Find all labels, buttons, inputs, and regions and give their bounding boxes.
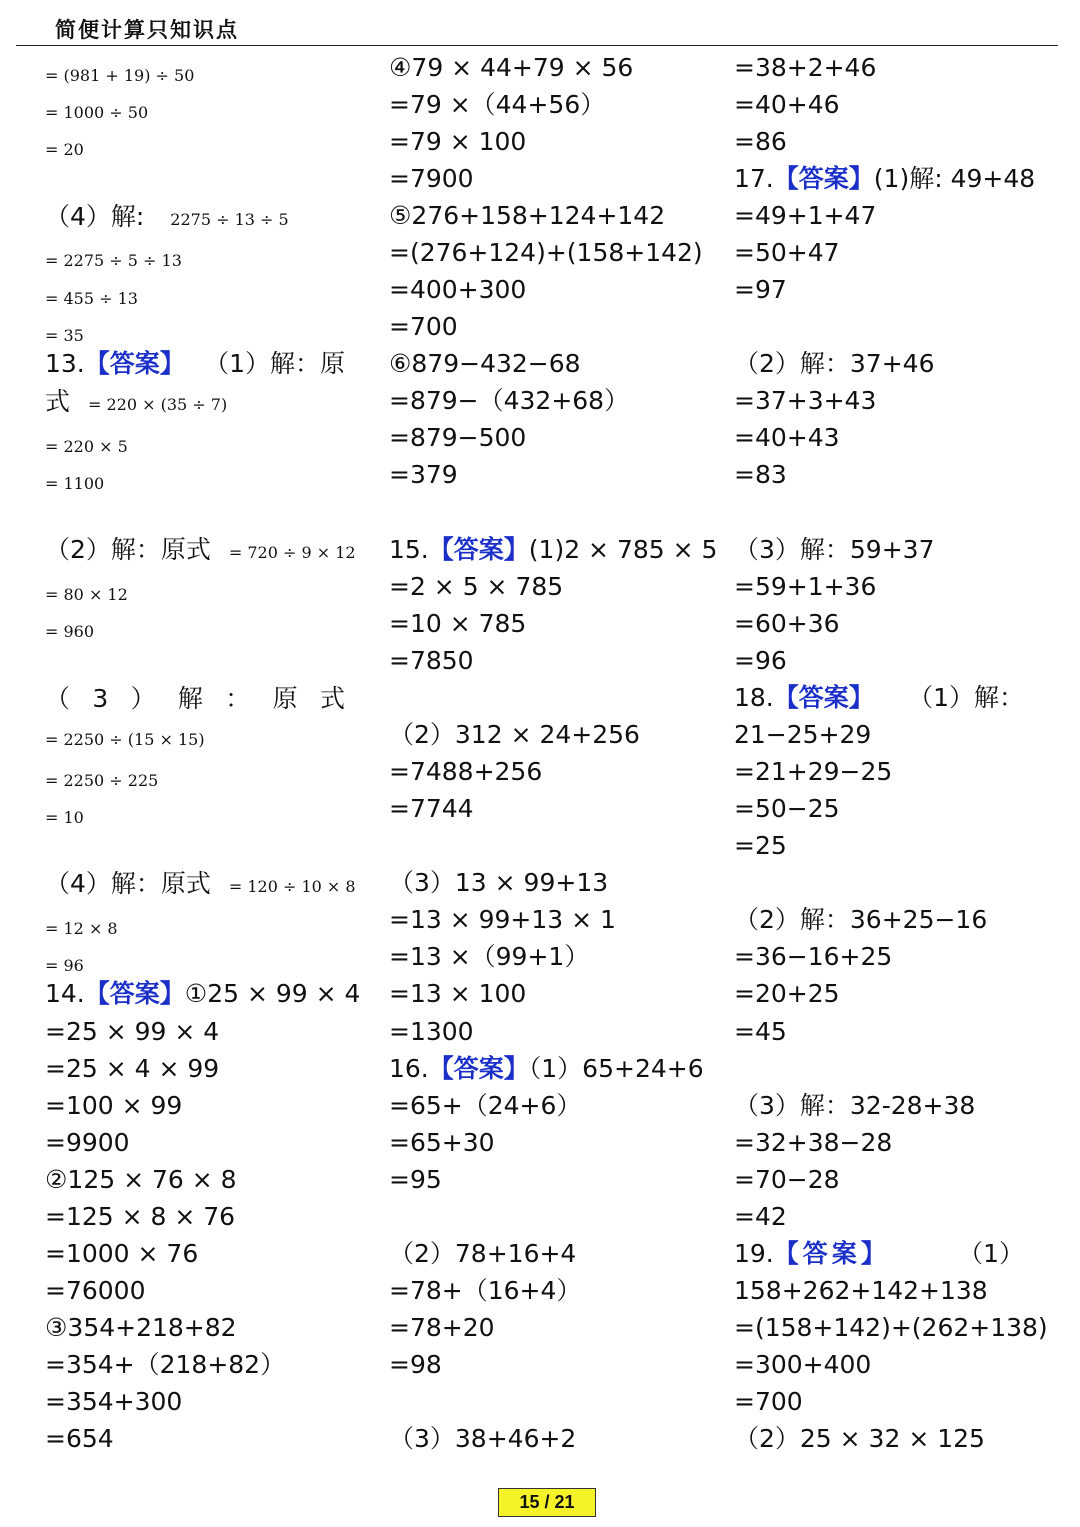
step-line: =13 × 100 (389, 979, 527, 1008)
step-line: =(276+124)+(158+142) (389, 238, 703, 267)
step-line: =60+36 (734, 609, 840, 638)
step-line: =97 (734, 275, 787, 304)
step-line: =1300 (389, 1017, 474, 1046)
label-char: ） (130, 684, 156, 713)
part-label: （2）解：原式 (45, 535, 211, 564)
step-line: =83 (734, 460, 787, 489)
step-line: =13 ×（99+1） (389, 942, 590, 971)
step-line: =700 (389, 312, 458, 341)
step-line: = 1000 ÷ 50 (45, 103, 149, 122)
step-line: =98 (389, 1350, 442, 1379)
step-line: =354+（218+82） (45, 1350, 286, 1379)
step-line: = 455 ÷ 13 (45, 289, 138, 308)
step-line: = 960 (45, 622, 95, 641)
problem-line: （2）78+16+4 (389, 1239, 577, 1268)
step-line: =86 (734, 127, 787, 156)
label-char: （ (45, 684, 71, 713)
problem-line (45, 201, 289, 233)
step-line: =42 (734, 1202, 787, 1231)
problem-line: （3）解：32-28+38 (734, 1091, 976, 1120)
problem-line (45, 683, 345, 715)
step-line: =2 × 5 × 785 (389, 572, 564, 601)
step-line: =654 (45, 1424, 114, 1453)
label-char: ： (225, 684, 251, 713)
step-line: =7850 (389, 646, 474, 675)
problem-line: 21−25+29 (734, 720, 872, 749)
question-number: 14. (45, 979, 85, 1008)
step-line: =65+（24+6） (389, 1091, 582, 1120)
label-char: 解 (177, 684, 203, 713)
step-line: =40+46 (734, 90, 840, 119)
step-line: = 96 (45, 956, 84, 975)
step-line: = 2275 ÷ 5 ÷ 13 (45, 251, 182, 270)
part-label: （1）65+24+6 (528, 1054, 704, 1083)
header-divider (16, 45, 1058, 46)
question-number: 18. (734, 683, 774, 712)
step-line: =1000 × 76 (45, 1239, 199, 1268)
part-label: （4）解: (45, 202, 145, 231)
step-line: =32+38−28 (734, 1128, 893, 1157)
problem-line: 158+262+142+138 (734, 1276, 988, 1305)
step-line: = 35 (45, 326, 84, 345)
step-line: = 12 × 8 (45, 919, 118, 938)
step-line: =78+（16+4） (389, 1276, 582, 1305)
step-line: =50+47 (734, 238, 840, 267)
problem-line (45, 386, 227, 418)
problem-line: （2）25 × 32 × 125 (734, 1424, 985, 1453)
step-line: =10 × 785 (389, 609, 527, 638)
problem-line: ⑤276+158+124+142 (389, 201, 666, 230)
expression: 2275 ÷ 13 ÷ 5 (170, 210, 289, 229)
step-line: =50−25 (734, 794, 840, 823)
step-line: =9900 (45, 1128, 130, 1157)
problem-line (45, 868, 356, 900)
step-line: =379 (389, 460, 458, 489)
step-line: = 80 × 12 (45, 585, 128, 604)
problem-line: （3）解：59+37 (734, 535, 935, 564)
problem-line: （2）312 × 24+256 (389, 720, 640, 749)
step-line: =79 × 100 (389, 127, 527, 156)
question-number: 16. (389, 1054, 429, 1083)
step-line: =13 × 99+13 × 1 (389, 905, 616, 934)
problem-line: （2）解：36+25−16 (734, 905, 988, 934)
step-line: =(158+142)+(262+138) (734, 1313, 1048, 1342)
answer-tag: 【答案】 (773, 164, 874, 193)
label-char: 原 (272, 684, 298, 713)
step-line: = (981 + 19) ÷ 50 (45, 66, 195, 85)
question-number: 13. (45, 349, 85, 378)
problem-line: ③354+218+82 (45, 1313, 237, 1342)
question-number: 15. (389, 535, 429, 564)
step-line: =78+20 (389, 1313, 495, 1342)
step-line: =400+300 (389, 275, 527, 304)
step-line: =70−28 (734, 1165, 840, 1194)
step-line: =100 × 99 (45, 1091, 183, 1120)
step-line: =36−16+25 (734, 942, 893, 971)
part-label: （1） (958, 1239, 1024, 1268)
step-line: =879−（432+68） (389, 386, 630, 415)
part-label: (1)解: 49+48 (873, 164, 1036, 193)
problem-line: ④79 × 44+79 × 56 (389, 53, 634, 82)
problem-line: ②125 × 76 × 8 (45, 1165, 237, 1194)
step-line: =879−500 (389, 423, 527, 452)
step-line: =45 (734, 1017, 787, 1046)
problem-line: （3）38+46+2 (389, 1424, 577, 1453)
problem-line (45, 534, 356, 566)
question-number: 19. (734, 1239, 774, 1268)
step-line: =7744 (389, 794, 474, 823)
step-line: =25 (734, 831, 787, 860)
label-char: 3 (92, 684, 109, 713)
answer-tag: 【答案】 (773, 1239, 890, 1268)
part-label: (1)2 × 785 × 5 (528, 535, 718, 564)
step-line: =40+43 (734, 423, 840, 452)
step-line: = 1100 (45, 474, 105, 493)
part-label: （1）解：原 (204, 349, 345, 378)
question-17-header (734, 163, 1035, 195)
answer-tag: 【答案】 (428, 535, 529, 564)
step-line: =49+1+47 (734, 201, 877, 230)
part-label: ①25 × 99 × 4 (184, 979, 361, 1008)
step-line: =20+25 (734, 979, 840, 1008)
answer-tag: 【答案】 (84, 349, 185, 378)
problem-line: （2）解：37+46 (734, 349, 935, 378)
answer-tag: 【答案】 (428, 1054, 529, 1083)
step-line: = 10 (45, 808, 84, 827)
question-14-header (45, 978, 361, 1010)
step-line: =125 × 8 × 76 (45, 1202, 236, 1231)
part-label: （4）解：原式 (45, 869, 211, 898)
step-line: =37+3+43 (734, 386, 877, 415)
step-line: =96 (734, 646, 787, 675)
step-line: =700 (734, 1387, 803, 1416)
step-line: =21+29−25 (734, 757, 893, 786)
step-line: = 2250 ÷ 225 (45, 771, 159, 790)
part-label: （1）解： (908, 683, 1024, 712)
answer-tag: 【答案】 (773, 683, 874, 712)
question-18-header (734, 682, 1024, 714)
expression: = 220 × (35 ÷ 7) (87, 395, 228, 414)
step-line: =354+300 (45, 1387, 183, 1416)
question-number: 17. (734, 164, 774, 193)
step-line: = 20 (45, 140, 84, 159)
step-line: = 2250 ÷ (15 × 15) (45, 730, 205, 749)
step-line: =25 × 99 × 4 (45, 1017, 220, 1046)
question-13-header (45, 348, 345, 380)
step-line: =76000 (45, 1276, 146, 1305)
step-line: =65+30 (389, 1128, 495, 1157)
step-line: =300+400 (734, 1350, 872, 1379)
step-line: =25 × 4 × 99 (45, 1054, 220, 1083)
step-line: =59+1+36 (734, 572, 877, 601)
step-line: =38+2+46 (734, 53, 877, 82)
step-line: =95 (389, 1165, 442, 1194)
question-16-header (389, 1053, 704, 1085)
step-line: =7900 (389, 164, 474, 193)
expression: = 120 ÷ 10 × 8 (228, 877, 356, 896)
question-19-header (734, 1238, 1024, 1270)
answer-tag: 【答案】 (84, 979, 185, 1008)
step-line: =7488+256 (389, 757, 543, 786)
expression: = 720 ÷ 9 × 12 (228, 543, 356, 562)
question-15-header (389, 534, 717, 566)
page-title: 简便计算只知识点 (55, 17, 239, 42)
step-line: = 220 × 5 (45, 437, 128, 456)
step-line: =79 ×（44+56） (389, 90, 606, 119)
page-number-badge: 15 / 21 (498, 1488, 596, 1517)
problem-line: （3）13 × 99+13 (389, 868, 609, 897)
part-label: 式 (45, 387, 71, 416)
problem-line: ⑥879−432−68 (389, 349, 581, 378)
label-char: 式 (319, 684, 345, 713)
